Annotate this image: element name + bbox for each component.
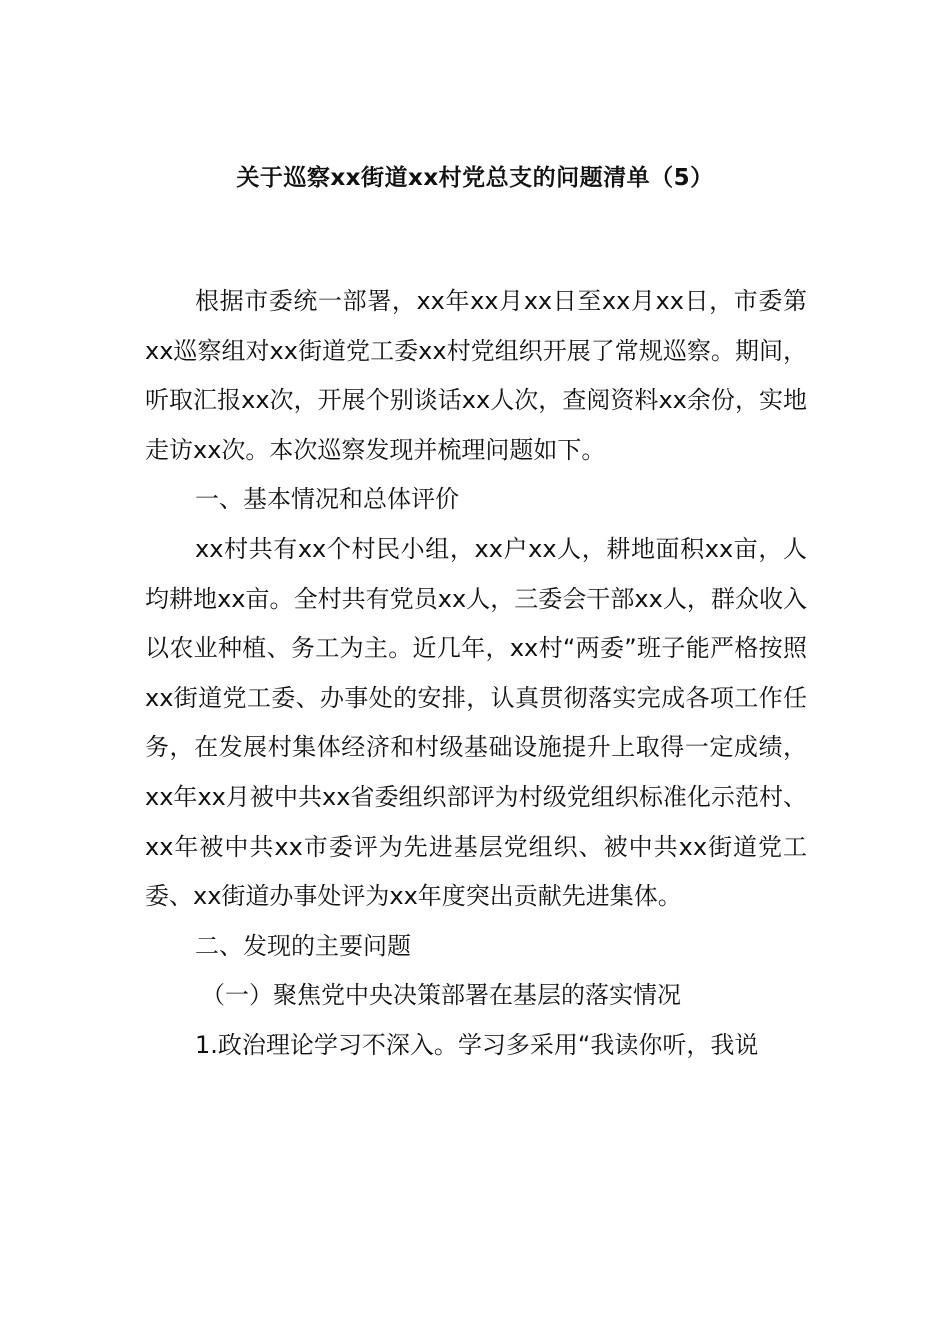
intro-paragraph: 根据市委统一部署，xx年xx月xx日至xx月xx日，市委第xx巡察组对xx街道党工委xx村党组织开展了常规巡察。期间，听取汇报xx次，开展个别谈话xx人次，查阅资料xx余份，实地走访xx次。本次巡察发现并梳理问题如下。 [145,287,807,464]
section-heading-main-problems: 二、发现的主要问题 [195,931,411,960]
document-body [145,277,807,1071]
subsection-heading-1: （一）聚焦党中央决策部署在基层的落实情况 [201,981,681,1010]
basic-situation-paragraph: xx村共有xx个村民小组，xx户xx人，耕地面积xx亩，人均耕地xx亩。全村共有党员xx人，三委会干部xx人，群众收入以农业种植、务工为主。近几年，xx村“两委”班子能严格按照xx街道党工委、办事处的安排，认真贯彻落实完成各项工作任务，在发展村集体经济和村级基础设施提升上取得一定成绩，xx年xx月被中共xx省委组织部评为村级党组织标准化示范村、xx年被中共xx市委评为先进基层党组织、被中共xx街道党工委、xx街道办事处评为xx年度突出贡献先进集体。 [145,534,807,911]
document-title: 关于巡察xx街道xx村党总支的问题清单（5） [236,165,714,191]
section-heading-basic-situation: 一、基本情况和总体评价 [195,485,459,514]
problem-item-1: 1.政治理论学习不深入。学习多采用“我读你听，我说 [195,1030,759,1059]
